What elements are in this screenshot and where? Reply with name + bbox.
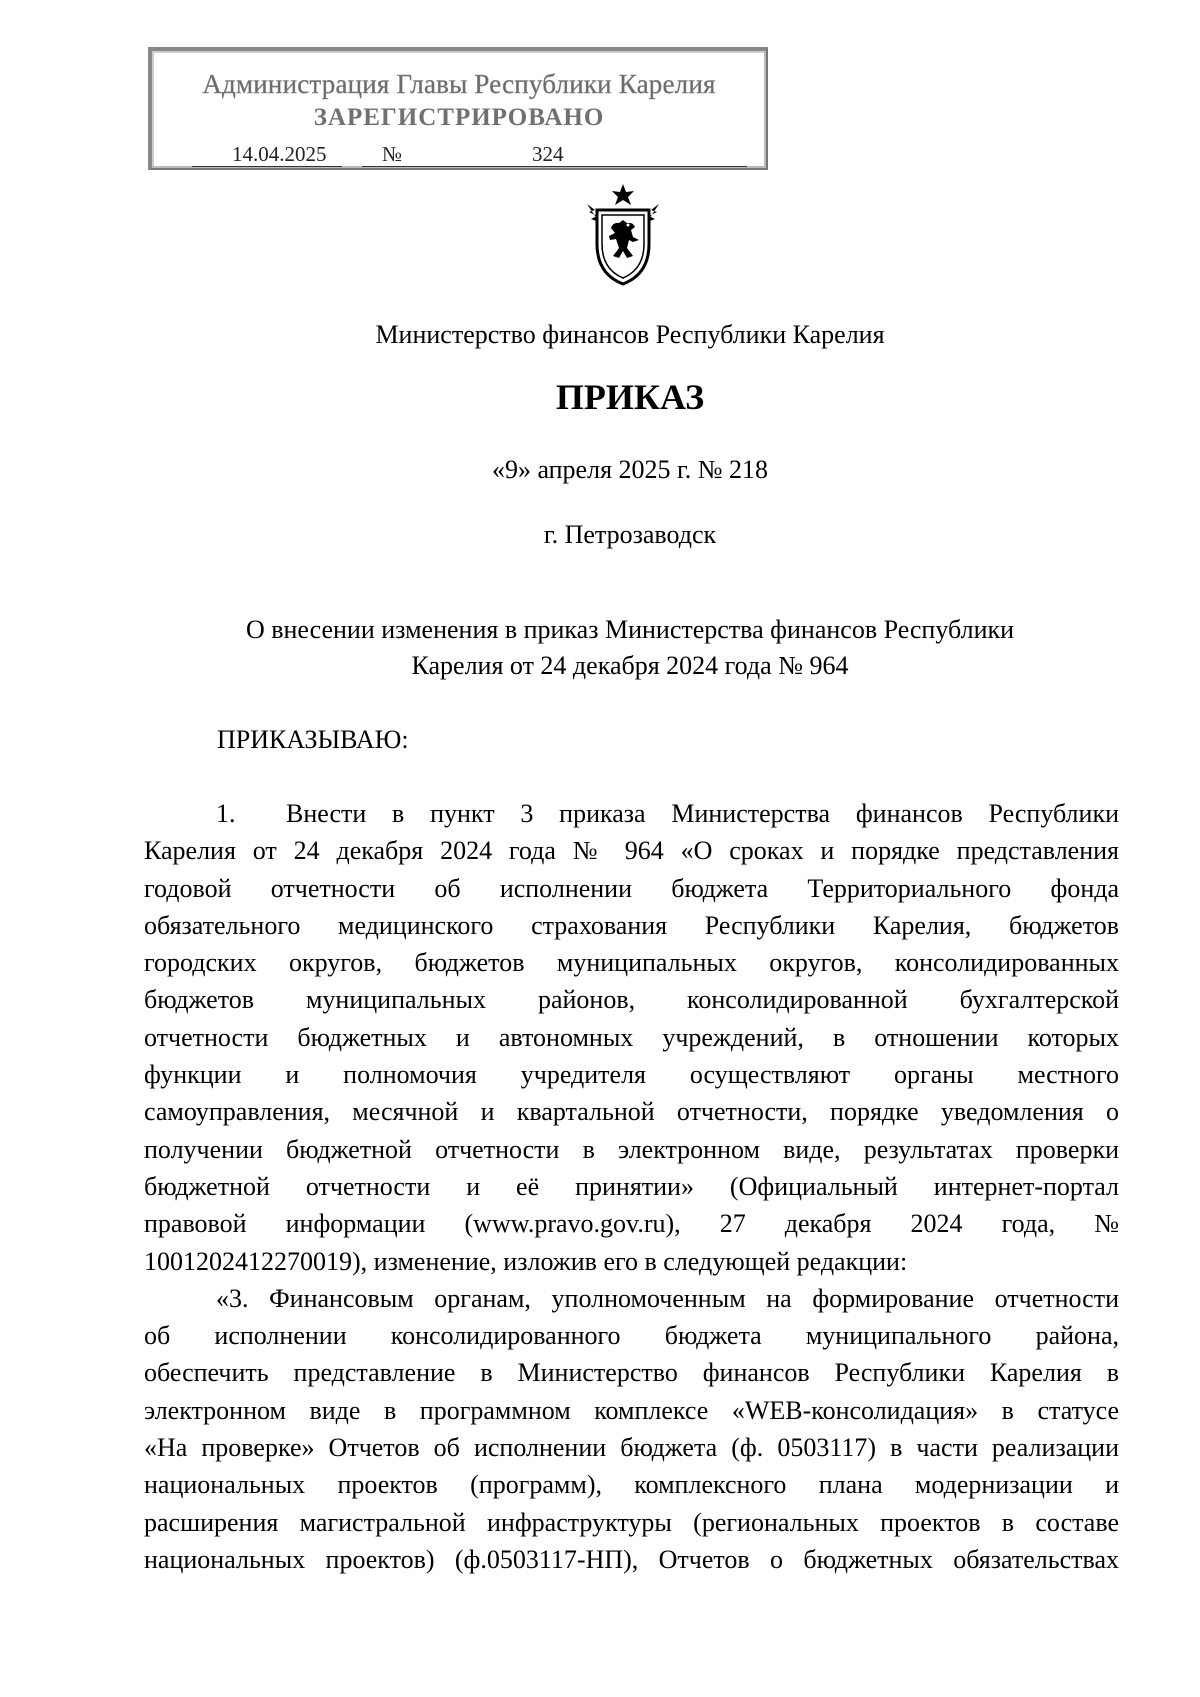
item3-line: «На проверке» Отчетов об исполнении бюджета (ф. 0503117) в части реализации [144, 1433, 1119, 1463]
item1-line-1: 1. Внести в пункт 3 приказа Министерства финансов Республики [144, 795, 1119, 832]
karelia-coat-of-arms-icon [583, 182, 663, 287]
item3-line: обеспечить представление в Министерство финансов Республики Карелия в [144, 1358, 1119, 1388]
stamp-number: 324 [532, 142, 564, 166]
item1-line: самоуправления, месячной и квартальной отчетности, порядке уведомления о [144, 1097, 1119, 1127]
subject-line-1: О внесении изменения в приказ Министерства финансов Республики [245, 615, 1015, 644]
order-subject [0, 612, 1200, 684]
item3-line: «3. Финансовым органам, уполномоченным на формирование отчетности [216, 1283, 1119, 1313]
item3-line: расширения магистральной инфраструктуры (региональных проектов в составе [144, 1507, 1119, 1537]
item1-line: обязательного медицинского страхования Республики Карелия, бюджетов [144, 910, 1119, 940]
item1-line: бюджетов муниципальных районов, консолидированной бухгалтерской [144, 985, 1119, 1015]
order-city: г. Петрозаводск [543, 520, 717, 549]
item1-line: правовой информации (www.pravo.gov.ru), 27 декабря 2024 года, № [144, 1209, 1119, 1239]
item3-line: об исполнении консолидированного бюджета муниципального района, [144, 1321, 1119, 1351]
stamp-status: ЗАРЕГИСТРИРОВАНО [313, 104, 605, 131]
stamp-number-sign: № [382, 142, 403, 166]
item1-line: бюджетной отчетности и её принятии» (Официальный интернет-портал [144, 1171, 1119, 1201]
document-title: ПРИКАЗ [555, 377, 705, 417]
item1-line: Карелия от 24 декабря 2024 года № 964 «О сроках и порядке представления [144, 836, 1119, 866]
order-date-number: «9» апреля 2025 г. № 218 [491, 455, 769, 484]
item3-line: национальных проектов (программ), комплексного плана модернизации и [144, 1470, 1119, 1500]
item1-line: функции и полномочия учредителя осуществляют органы местного [144, 1060, 1119, 1090]
item1-line: городских округов, бюджетов муниципальных округов, консолидированных [144, 948, 1119, 978]
item3-line: электронном виде в программном комплексе «WEB-консолидация» в статусе [144, 1395, 1119, 1425]
item1-line: годовой отчетности об исполнении бюджета Территориального фонда [144, 873, 1119, 903]
ministry-name: Министерство финансов Республики Карелия [375, 320, 885, 349]
item1-number: 1. [216, 799, 236, 828]
order-body [144, 795, 1119, 1578]
registration-stamp [148, 47, 768, 170]
item1-line: получении бюджетной отчетности в электронном виде, результатах проверки [144, 1134, 1119, 1164]
stamp-organization: Администрация Главы Республики Карелия [202, 69, 716, 99]
item1-line: 1001202412270019), изменение, изложив его в следующей редакции: [144, 1246, 908, 1276]
stamp-date: 14.04.2025 [232, 142, 327, 166]
item3-line: национальных проектов) (ф.0503117-НП), Отчетов о бюджетных обязательствах [144, 1544, 1119, 1574]
directive-heading: ПРИКАЗЫВАЮ: [217, 725, 409, 754]
item1-line: отчетности бюджетных и автономных учреждений, в отношении которых [144, 1022, 1119, 1052]
subject-line-2: Карелия от 24 декабря 2024 года № 964 [411, 651, 849, 680]
stamp-registration-line [192, 142, 747, 168]
